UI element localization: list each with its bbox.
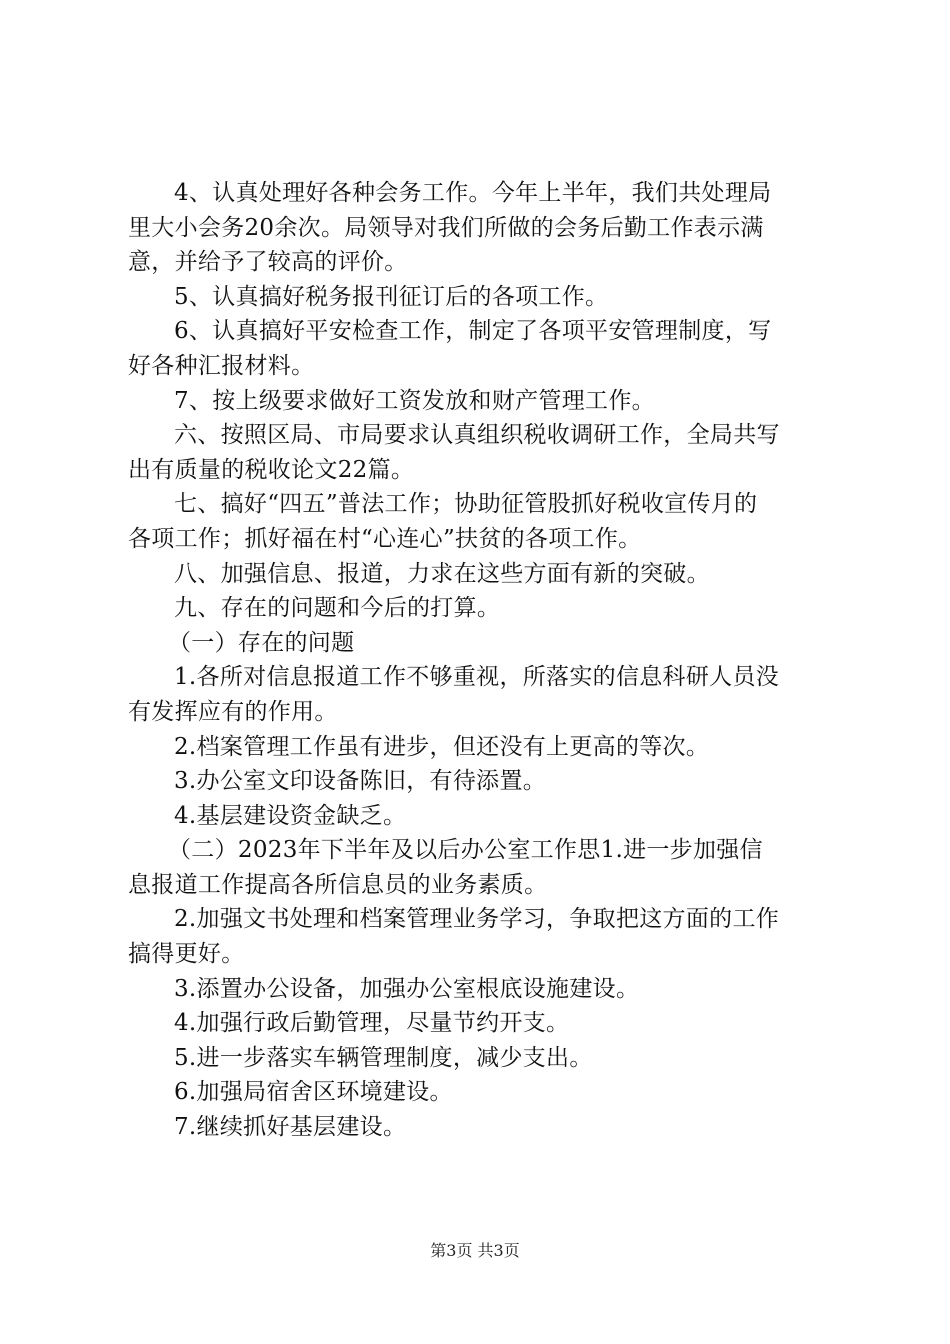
text-line: 2.加强文书处理和档案管理业务学习，争取把这方面的工作 <box>174 906 780 933</box>
text-line: 5.进一步落实车辆管理制度，减少支出。 <box>174 1044 593 1071</box>
text-line: 意，并给予了较高的评价。 <box>128 249 408 276</box>
text-line: 有发挥应有的作用。 <box>128 698 338 725</box>
text-line: 各项工作；抓好福在村“心连心”扶贫的各项工作。 <box>128 525 642 552</box>
text-line: 六、按照区局、市局要求认真组织税收调研工作，全局共写 <box>174 422 780 449</box>
text-line: 4.基层建设资金缺乏。 <box>174 802 407 829</box>
text-line: 2.档案管理工作虽有进步，但还没有上更高的等次。 <box>174 733 710 760</box>
document-body <box>128 176 836 1145</box>
text-line: 出有质量的税收论文22篇。 <box>128 456 415 483</box>
text-line: 7.继续抓好基层建设。 <box>174 1114 407 1141</box>
text-line: 3.办公室文印设备陈旧，有待添置。 <box>174 768 547 795</box>
text-line: 息报道工作提高各所信息员的业务素质。 <box>128 871 548 898</box>
page-footer: 第3页 共3页 <box>430 1241 520 1260</box>
text-line: 八、加强信息、报道，力求在这些方面有新的突破。 <box>174 560 710 587</box>
text-line: （一）存在的问题 <box>168 629 355 656</box>
text-line: 7、按上级要求做好工资发放和财产管理工作。 <box>174 387 655 414</box>
text-line: 4、认真处理好各种会务工作。今年上半年，我们共处理局 <box>174 180 772 206</box>
text-line: （二）2023年下半年及以后办公室工作思1.进一步加强信 <box>168 837 763 864</box>
text-line: 1.各所对信息报道工作不够重视，所落实的信息科研人员没 <box>174 664 780 691</box>
text-line: 6.加强局宿舍区环境建设。 <box>174 1079 453 1106</box>
text-line: 3.添置办公设备，加强办公室根底设施建设。 <box>174 975 640 1002</box>
text-line: 6、认真搞好平安检查工作，制定了各项平安管理制度，写 <box>174 318 772 345</box>
text-line: 4.加强行政后勤管理，尽量节约开支。 <box>174 1010 570 1037</box>
text-line: 里大小会务20余次。局领导对我们所做的会务后勤工作表示满 <box>128 214 764 241</box>
text-line: 好各种汇报材料。 <box>128 352 315 379</box>
text-line: 七、搞好“四五”普法工作；协助征管股抓好税收宣传月的 <box>174 491 758 518</box>
text-line: 5、认真搞好税务报刊征订后的各项工作。 <box>174 283 609 310</box>
text-line: 搞得更好。 <box>128 941 245 968</box>
text-line: 九、存在的问题和今后的打算。 <box>174 595 501 622</box>
